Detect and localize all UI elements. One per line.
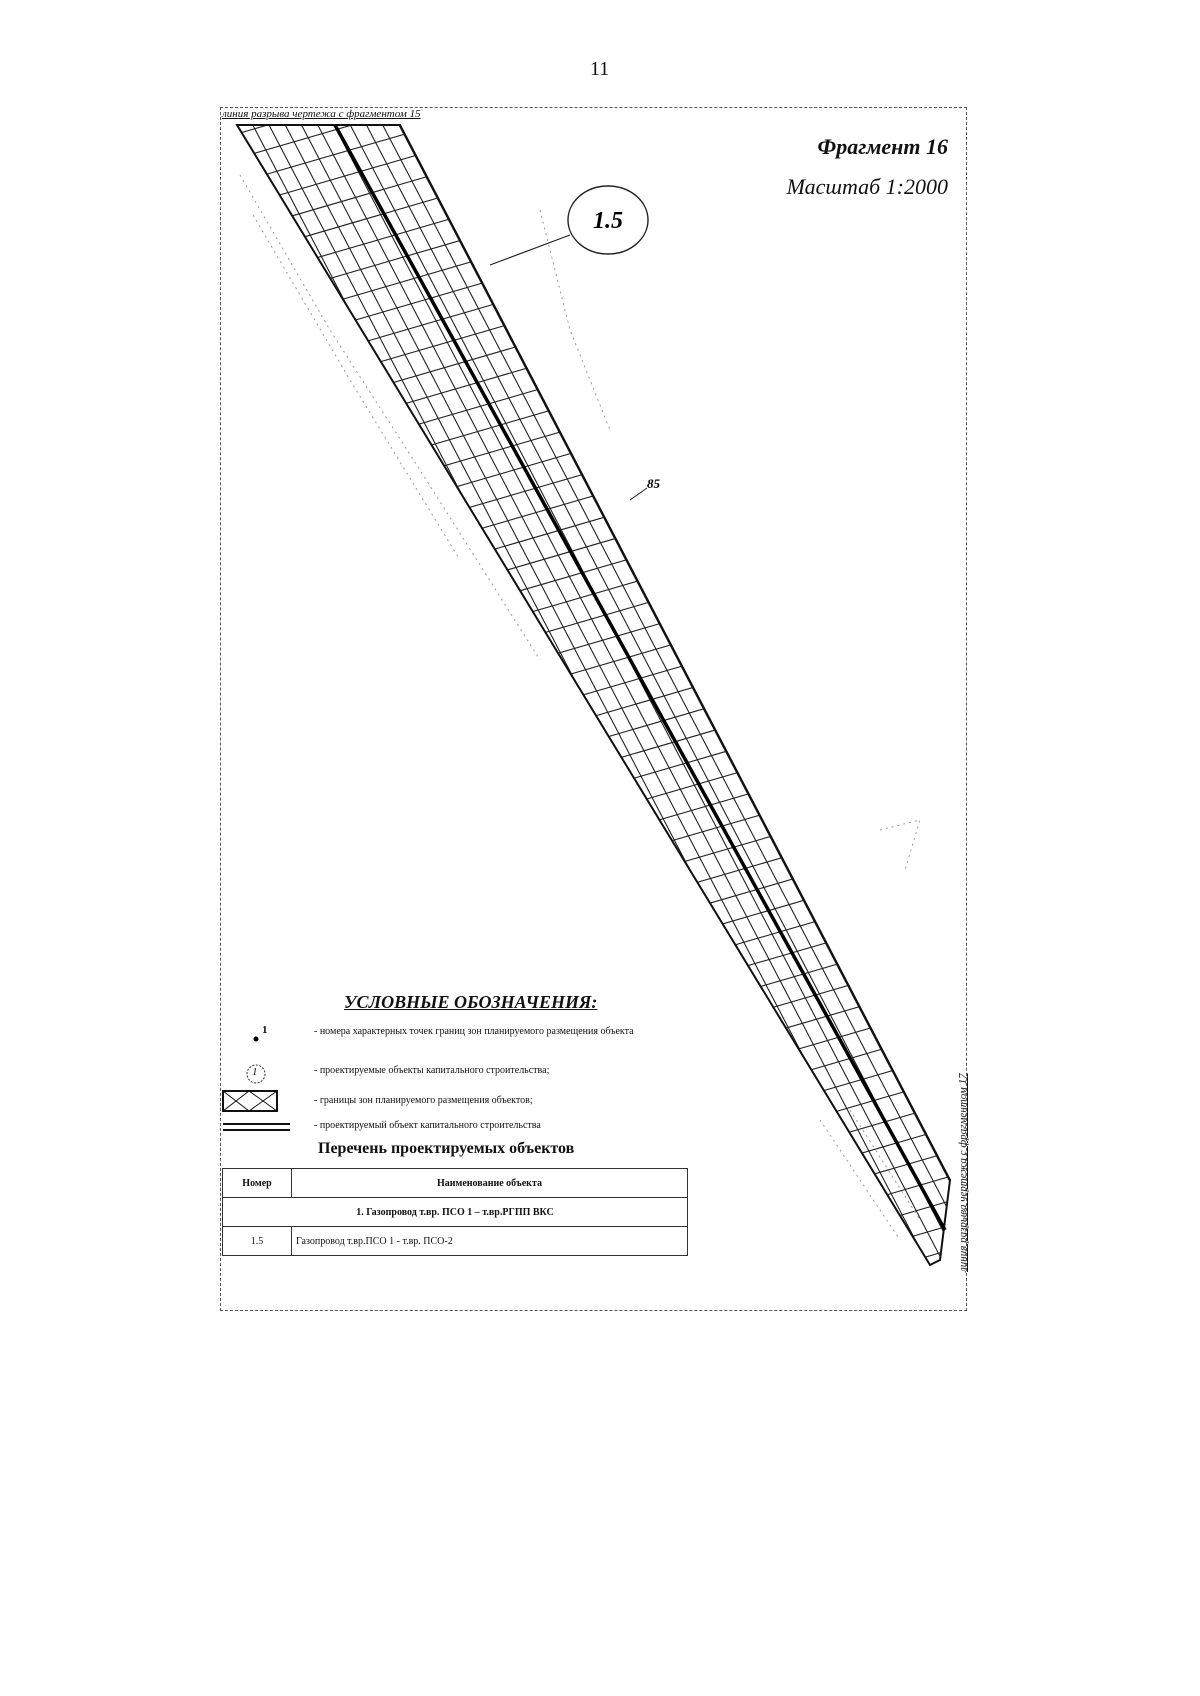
legend-text: - номера характерных точек границ зон планируемого размещения объекта [314,1026,634,1037]
table-group-row [223,1198,688,1227]
objects-list-title: Перечень проектируемых объектов [318,1140,575,1157]
point-sample-number: 1 [262,1024,268,1036]
page-number: 11 [590,58,610,80]
circle-sample-number: 1 [252,1066,258,1078]
legend-item-points [218,1025,688,1051]
objects-table [222,1168,688,1256]
legend-title: УСЛОВНЫЕ ОБОЗНАЧЕНИЯ: [344,992,598,1012]
break-line-top-label: линия разрыва чертежа с фрагментом 15 [222,108,421,120]
legend-text: - проектируемые объекты капитального строительства; [314,1065,550,1076]
legend-item-objects [218,1064,688,1090]
group-name: 1. Газопровод т.вр. ПСО 1 – т.вр.РГПП ВКС [223,1198,688,1227]
break-line-right-label: линия разрыва чертежа с фрагментом 17 [957,1073,969,1272]
object-name: Газопровод т.вр.ПСО 1 - т.вр. ПСО-2 [292,1227,688,1256]
circle-symbol [218,1064,308,1090]
fragment-title: Фрагмент 16 [817,134,948,159]
object-number: 1.5 [223,1227,292,1256]
table-row [223,1227,688,1256]
point-symbol [218,1025,308,1051]
point-label-85: 85 [647,476,660,491]
header-number: Номер [223,1169,292,1198]
legend-item-pipeline [218,1116,688,1142]
scale-label: Масштаб 1:2000 [786,174,948,199]
object-callout-label: 1.5 [593,208,623,234]
table-header-row [223,1169,688,1198]
hatched-rect-symbol [218,1088,308,1114]
legend-item-zones [218,1088,688,1114]
point-leader [630,488,647,500]
legend-text: - границы зон планируемого размещения объектов; [314,1095,533,1106]
callout-leader [490,235,570,265]
legend-text: - проектируемый объект капитального строительства [314,1120,541,1131]
header-name: Наименование объекта [292,1169,688,1198]
double-line-symbol [218,1116,308,1142]
